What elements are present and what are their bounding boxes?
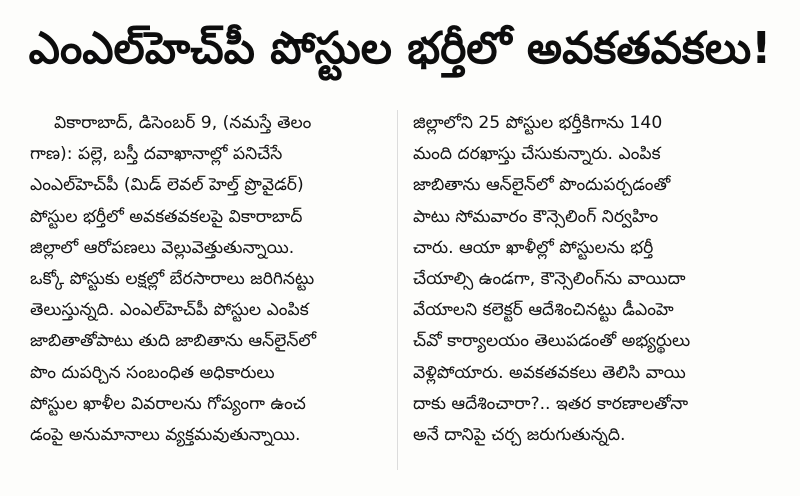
article-line: ఒక్కో పోస్టుకు లక్షల్లో బేరసారాలు జరిగినట్టు bbox=[30, 268, 315, 289]
article-line: పాటు సోమవారం కౌన్సెలింగ్‌ నిర్వహిం bbox=[413, 206, 659, 227]
article-line: గాణ): పల్లె, బస్తీ దవాఖానాల్లో పనిచేసే bbox=[30, 144, 283, 165]
article-column-right bbox=[413, 108, 773, 451]
article-line: చ్‌వో కార్యాలయం తెలుపడంతో అభ్యర్థులు bbox=[413, 331, 691, 352]
article-line: జిల్లాలో ఆరోపణలు వెల్లువెత్తుతున్నాయి. bbox=[30, 237, 295, 258]
article-line: దాకు ఆదేశించారా?.. ఇతర కారణాలతోనా bbox=[413, 393, 689, 414]
article-line: చారు. ఆయా ఖాళీల్లో పోస్టులను భర్తీ bbox=[413, 237, 654, 258]
article-line: డంపై అనుమానాలు వ్యక్తమవుతున్నాయి. bbox=[30, 424, 301, 445]
column-divider bbox=[397, 110, 398, 470]
article-line: తెలుస్తున్నది. ఎంఎల్‌హెచ్‌పీ పోస్టుల ఎంపిక bbox=[30, 300, 309, 321]
article-line: చేయాల్సి ఉండగా, కౌన్సెలింగ్‌ను వాయిదా bbox=[413, 268, 686, 289]
article-line: జిల్లాలోని 25 పోస్టుల భర్తీకిగాను 140 bbox=[413, 113, 663, 133]
article-line: వేయాలని కలెక్టర్‌ ఆదేశించినట్టు డీఎంహె bbox=[413, 300, 674, 321]
article-line: అనే దానిపై చర్చ జరుగుతున్నది. bbox=[413, 424, 626, 445]
article-line: పోస్టుల భర్తీలో అవకతవకలపై వికారాబాద్‌ bbox=[30, 206, 303, 227]
article-line: మంది దరఖాస్తు చేసుకున్నారు. ఎంపిక bbox=[413, 144, 661, 165]
article-line: వికారాబాద్‌, డిసెంబర్‌ 9, (నమస్తే తెలం bbox=[54, 113, 312, 133]
article-column-left bbox=[30, 108, 390, 451]
headline: ఎంఎల్‌హెచ్‌పీ పోస్టుల భర్తీలో అవకతవకలు! bbox=[28, 23, 772, 74]
article-line: పోస్టుల ఖాళీల వివరాలను గోప్యంగా ఉంచ bbox=[30, 393, 306, 414]
article-line: వెళ్లిపోయారు. అవకతవకలు తెలిసి వాయి bbox=[413, 362, 686, 383]
article-line: జాబితాతోపాటు తుది జాబితాను ఆన్‌లైన్‌లో bbox=[30, 331, 317, 352]
article-line: జాబితాను ఆన్‌లైన్‌లో పొందుపర్చడంతో bbox=[413, 175, 671, 196]
article-line: పొం దుపర్చిన సంబంధిత అధికారులు bbox=[30, 362, 275, 383]
article-line: ఎంఎల్‌హెచ్‌పీ (మిడ్‌ లెవల్‌ హెల్త్‌ ప్రొవైడర్‌) bbox=[30, 175, 304, 196]
